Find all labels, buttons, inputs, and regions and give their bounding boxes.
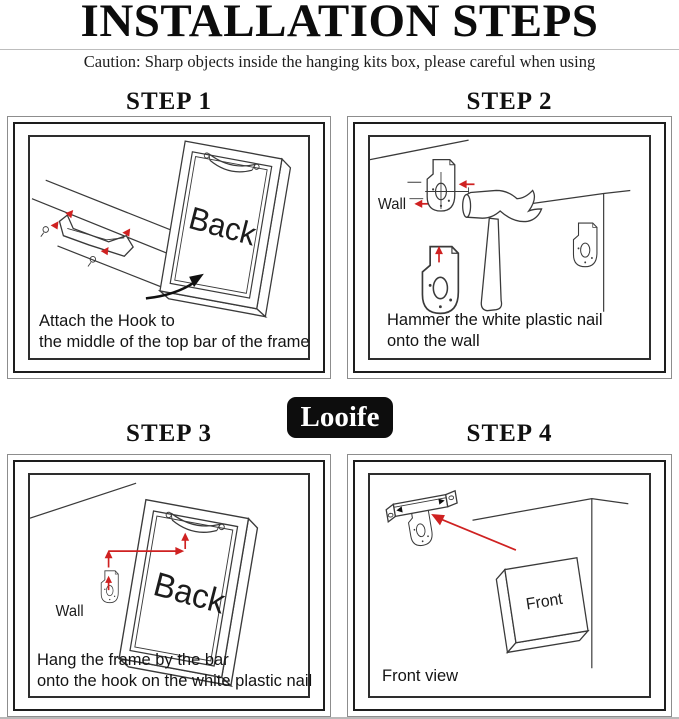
step1-panel-inner — [13, 122, 325, 373]
step4-illustration — [368, 473, 651, 698]
step2-panel-inner — [353, 122, 666, 373]
step1-heading: STEP 1 — [126, 88, 212, 115]
hammer-icon — [463, 190, 542, 310]
plastic-nail-2 — [422, 246, 458, 313]
step3-illustration — [28, 473, 313, 698]
step4-heading: STEP 4 — [466, 420, 553, 447]
step3-panel — [7, 454, 331, 717]
wall-label: Wall — [377, 195, 407, 214]
frame-front-label: Front — [524, 589, 564, 614]
step4-panel — [347, 454, 672, 717]
caution-text: Caution: Sharp objects inside the hanging kits box, please careful when using — [83, 52, 596, 71]
step4-caption: Front view — [382, 666, 459, 685]
step2-illustration — [368, 135, 651, 360]
brand-logo: Looife — [287, 397, 393, 438]
step2-heading: STEP 2 — [466, 88, 553, 115]
wall-line — [30, 483, 136, 518]
step4-drawing — [370, 475, 649, 696]
frame-front-view — [495, 558, 589, 653]
step3-panel-inner — [13, 460, 325, 711]
wall-label: Wall — [55, 602, 84, 620]
hook-on-nail-icon — [385, 491, 463, 551]
step3-heading: STEP 3 — [126, 420, 212, 447]
hammer-push-arrow — [459, 180, 475, 188]
step2-caption: Hammer the white plastic nail onto the wall — [387, 310, 603, 350]
frame-back-label: Back — [185, 199, 260, 253]
step1-illustration — [28, 135, 310, 360]
page-title: INSTALLATION STEPS — [80, 0, 599, 47]
step1-panel — [7, 116, 331, 379]
plastic-nail-icon — [101, 571, 118, 603]
step3-caption: Hang the frame by the bar onto the hook on the white plastic nail — [37, 650, 313, 690]
step1-caption: Attach the Hook to the middle of the top bar of the frame — [39, 311, 310, 351]
step4-panel-inner — [353, 460, 666, 711]
step2-panel — [347, 116, 672, 379]
title-divider — [0, 49, 679, 50]
plastic-nail-3 — [573, 223, 596, 267]
frame-back-label: Back — [149, 565, 229, 622]
